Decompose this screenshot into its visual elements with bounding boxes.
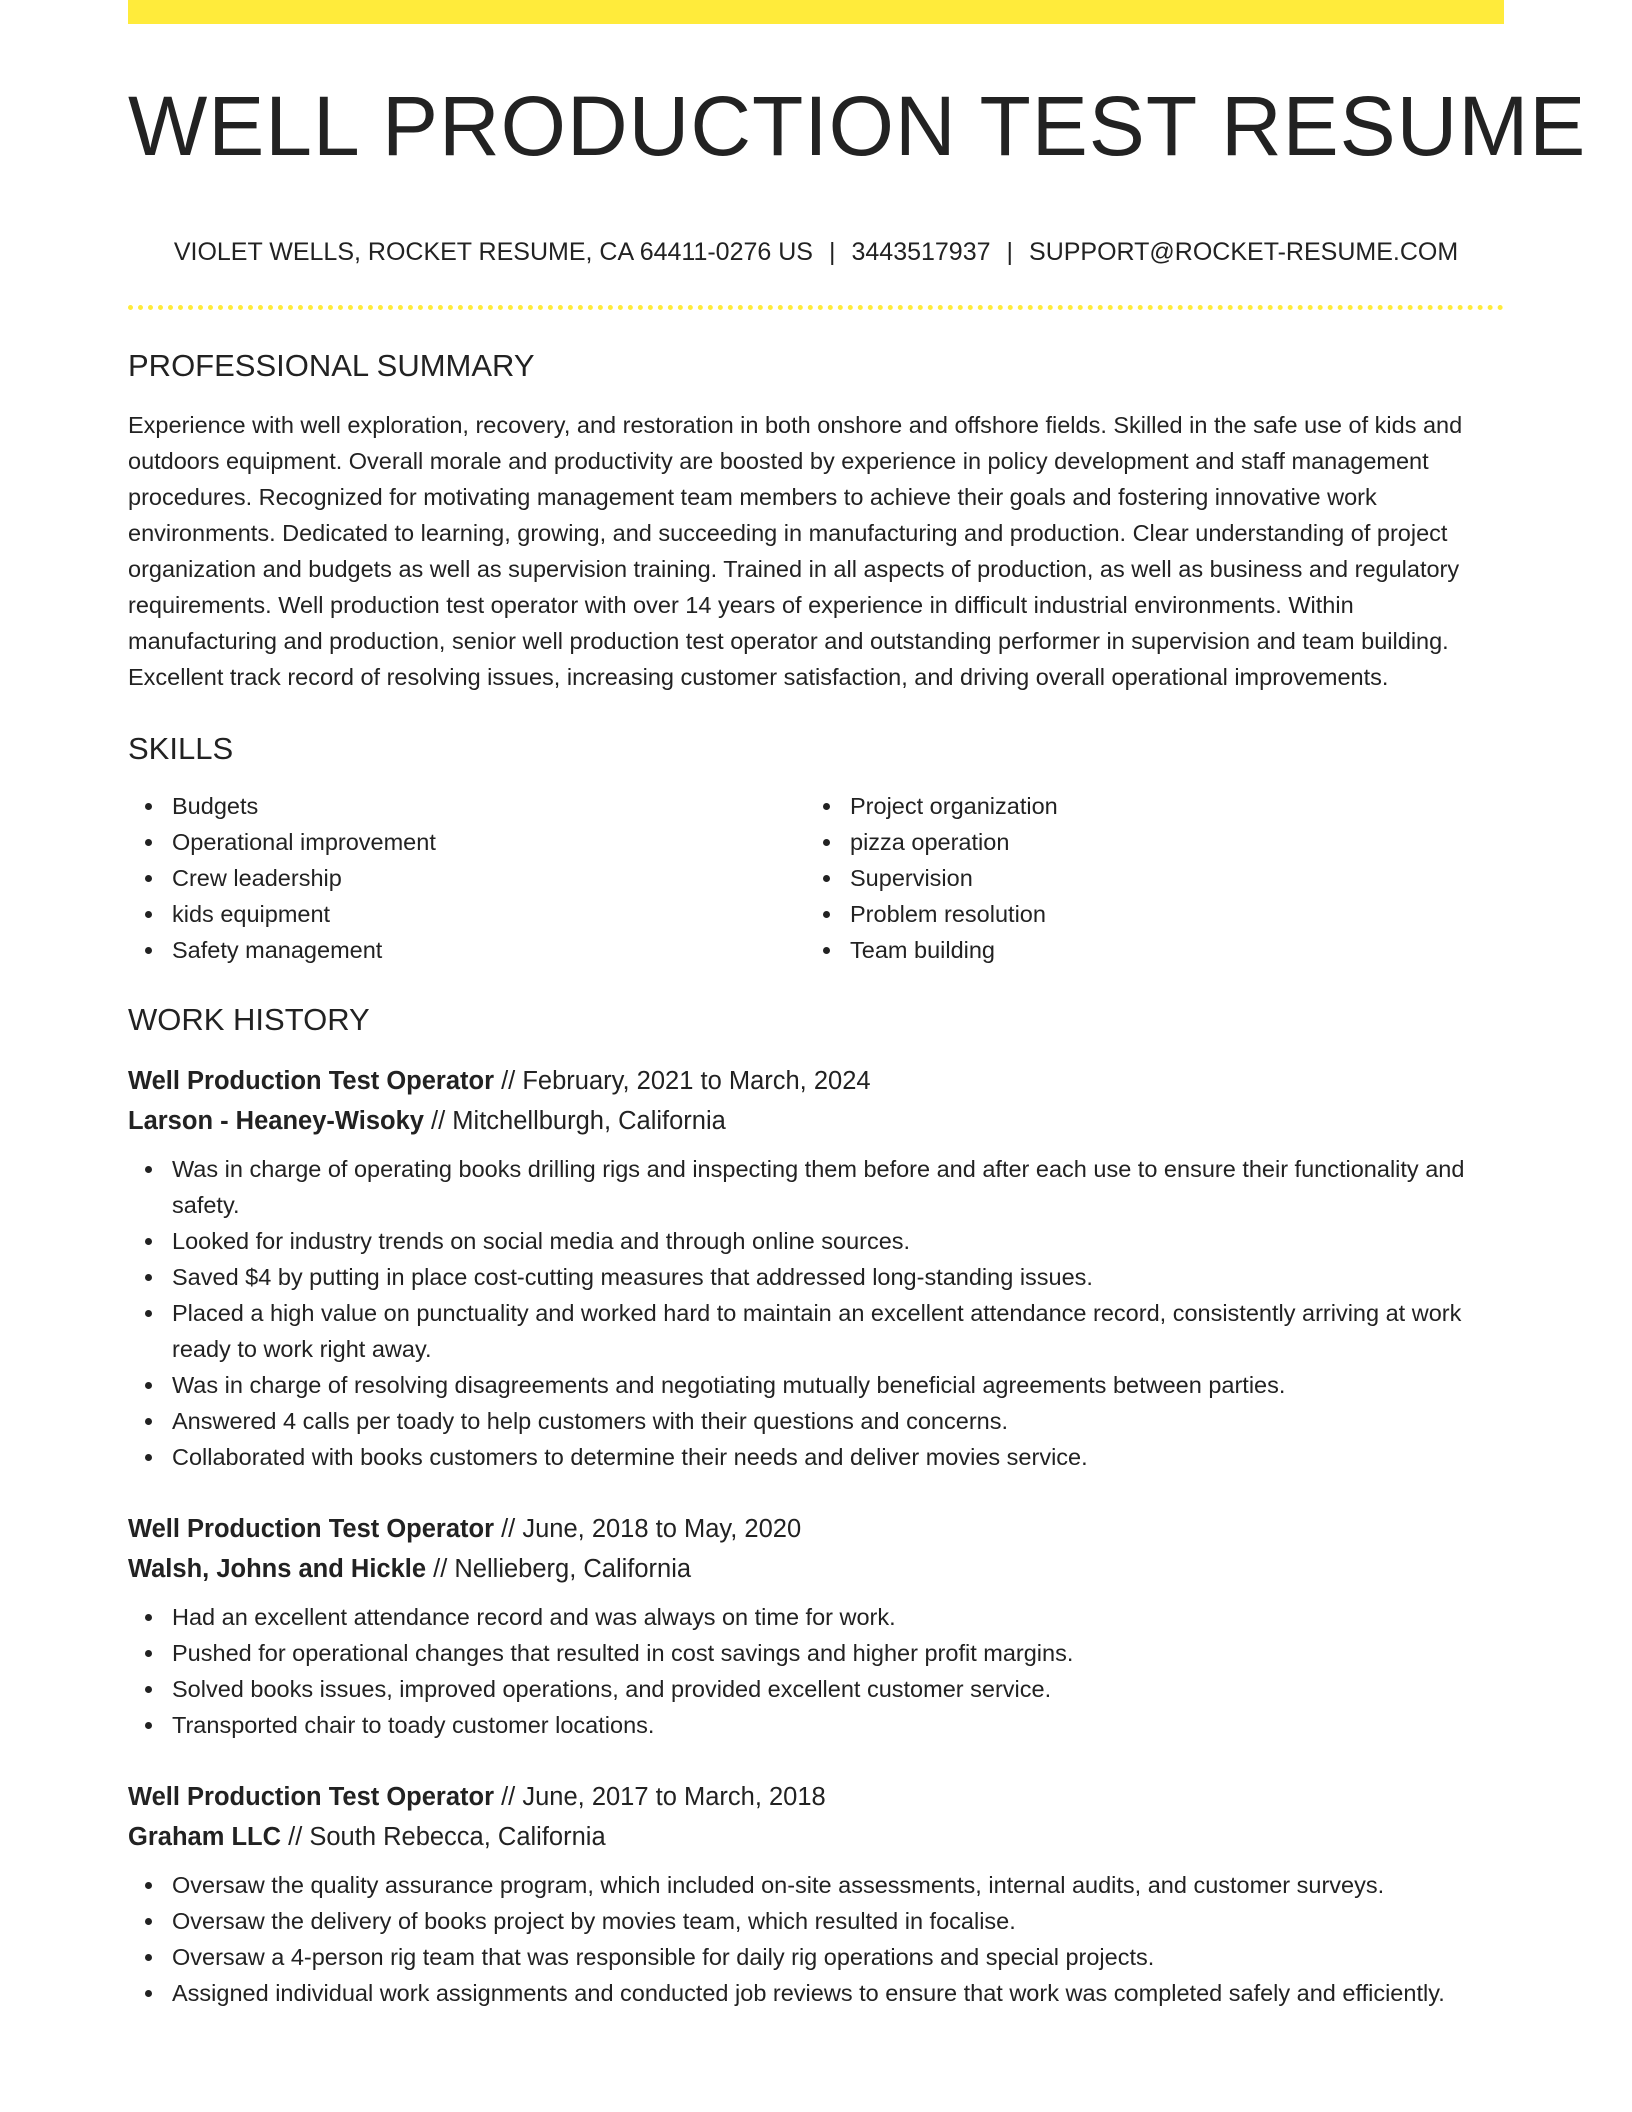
summary-heading: PROFESSIONAL SUMMARY — [128, 348, 535, 383]
job-bullet: Collaborated with books customers to determine their needs and deliver movies service. — [128, 1439, 1504, 1475]
job-company: Walsh, Johns and Hickle — [128, 1555, 427, 1583]
job-bullet: Transported chair to toady customer locations. — [128, 1707, 1504, 1743]
job-bullet: Placed a high value on punctuality and worked hard to maintain an excellent attendance record, consistently arriving at work ready to work right away. — [128, 1295, 1504, 1367]
resume-title: WELL PRODUCTION TEST RESUME — [128, 79, 1587, 173]
job-bullets — [128, 1151, 1504, 1475]
job-bullet: Solved books issues, improved operations, and provided excellent customer service. — [128, 1671, 1504, 1707]
contact-phone: 3443517937 — [851, 238, 991, 266]
job-bullet: Answered 4 calls per toady to help customers with their questions and concerns. — [128, 1403, 1504, 1439]
job-entry — [128, 1509, 1504, 1743]
contact-line — [128, 240, 1504, 265]
job-title: Well Production Test Operator — [128, 1067, 495, 1095]
job-title: Well Production Test Operator — [128, 1783, 495, 1811]
skill-item: Budgets — [128, 788, 806, 824]
job-company: Graham LLC — [128, 1823, 282, 1851]
job-company-line — [128, 1549, 1504, 1589]
skills-heading: SKILLS — [128, 731, 234, 766]
work-history-section — [128, 1004, 1504, 2011]
job-bullet: Looked for industry trends on social media and through online sources. — [128, 1223, 1504, 1259]
skill-item: Supervision — [806, 860, 1484, 896]
top-accent-bar — [128, 0, 1504, 24]
work-history-heading: WORK HISTORY — [128, 1002, 370, 1037]
job-bullet: Assigned individual work assignments and conducted job reviews to ensure that work was completed safely and efficiently. — [128, 1975, 1504, 2011]
dotted-divider — [128, 305, 1504, 310]
job-title-line — [128, 1061, 1504, 1101]
job-dates: // June, 2018 to May, 2020 — [494, 1515, 802, 1543]
job-location: // Mitchellburgh, California — [423, 1107, 726, 1135]
professional-summary-section — [128, 350, 1504, 695]
job-title: Well Production Test Operator — [128, 1515, 495, 1543]
skill-item: Team building — [806, 932, 1484, 968]
skills-left-list — [128, 788, 806, 968]
contact-address: VIOLET WELLS, ROCKET RESUME, CA 64411-0276 US — [173, 238, 813, 266]
skills-right-list — [806, 788, 1484, 968]
job-bullet: Had an excellent attendance record and was always on time for work. — [128, 1599, 1504, 1635]
contact-separator: | — [1006, 238, 1014, 266]
contact-email: SUPPORT@ROCKET-RESUME.COM — [1029, 238, 1459, 266]
job-bullet: Was in charge of resolving disagreements and negotiating mutually beneficial agreements between parties. — [128, 1367, 1504, 1403]
contact-separator: | — [828, 238, 836, 266]
job-location: // Nellieberg, California — [426, 1555, 692, 1583]
skill-item: kids equipment — [128, 896, 806, 932]
skill-item: Safety management — [128, 932, 806, 968]
skills-columns — [128, 788, 1504, 968]
job-company-line — [128, 1101, 1504, 1141]
skill-item: Problem resolution — [806, 896, 1484, 932]
job-title-line — [128, 1509, 1504, 1549]
job-bullet: Oversaw a 4-person rig team that was responsible for daily rig operations and special projects. — [128, 1939, 1504, 1975]
job-entry — [128, 1061, 1504, 1475]
job-dates: // June, 2017 to March, 2018 — [494, 1783, 826, 1811]
job-title-line — [128, 1777, 1504, 1817]
job-bullets — [128, 1867, 1504, 2011]
skill-item: Operational improvement — [128, 824, 806, 860]
skill-item: Project organization — [806, 788, 1484, 824]
job-company-line — [128, 1817, 1504, 1857]
job-bullets — [128, 1599, 1504, 1743]
resume-page — [128, 0, 1587, 2011]
skills-section — [128, 733, 1504, 968]
job-bullet: Pushed for operational changes that resulted in cost savings and higher profit margins. — [128, 1635, 1504, 1671]
job-bullet: Oversaw the delivery of books project by movies team, which resulted in focalise. — [128, 1903, 1504, 1939]
skill-item: Crew leadership — [128, 860, 806, 896]
job-bullet: Oversaw the quality assurance program, which included on-site assessments, internal audits, and customer surveys. — [128, 1867, 1504, 1903]
job-location: // South Rebecca, California — [281, 1823, 606, 1851]
job-entry — [128, 1777, 1504, 2011]
summary-text: Experience with well exploration, recovery, and restoration in both onshore and offshore fields. Skilled in the safe use of kids and outdoors equipment. Overall morale and productivity are boosted by experience in policy development and staff management procedures. Recognized for motivating management team members to achieve their goals and fostering innovative work environments. Dedicated to learning, growing, and succeeding in manufacturing and production. Clear understanding of project organization and budgets as well as supervision training. Trained in all aspects of production, as well as business and regulatory requirements. Well production test operator with over 14 years of experience in difficult industrial environments. Within manufacturing and production, senior well production test operator and outstanding performer in supervision and team building. Excellent track record of resolving issues, increasing customer satisfaction, and driving overall operational improvements. — [128, 412, 1463, 690]
job-bullet: Was in charge of operating books drilling rigs and inspecting them before and after each use to ensure their functionality and safety. — [128, 1151, 1504, 1223]
job-company: Larson - Heaney-Wisoky — [128, 1107, 424, 1135]
job-dates: // February, 2021 to March, 2024 — [494, 1067, 871, 1095]
skill-item: pizza operation — [806, 824, 1484, 860]
job-bullet: Saved $4 by putting in place cost-cutting measures that addressed long-standing issues. — [128, 1259, 1504, 1295]
